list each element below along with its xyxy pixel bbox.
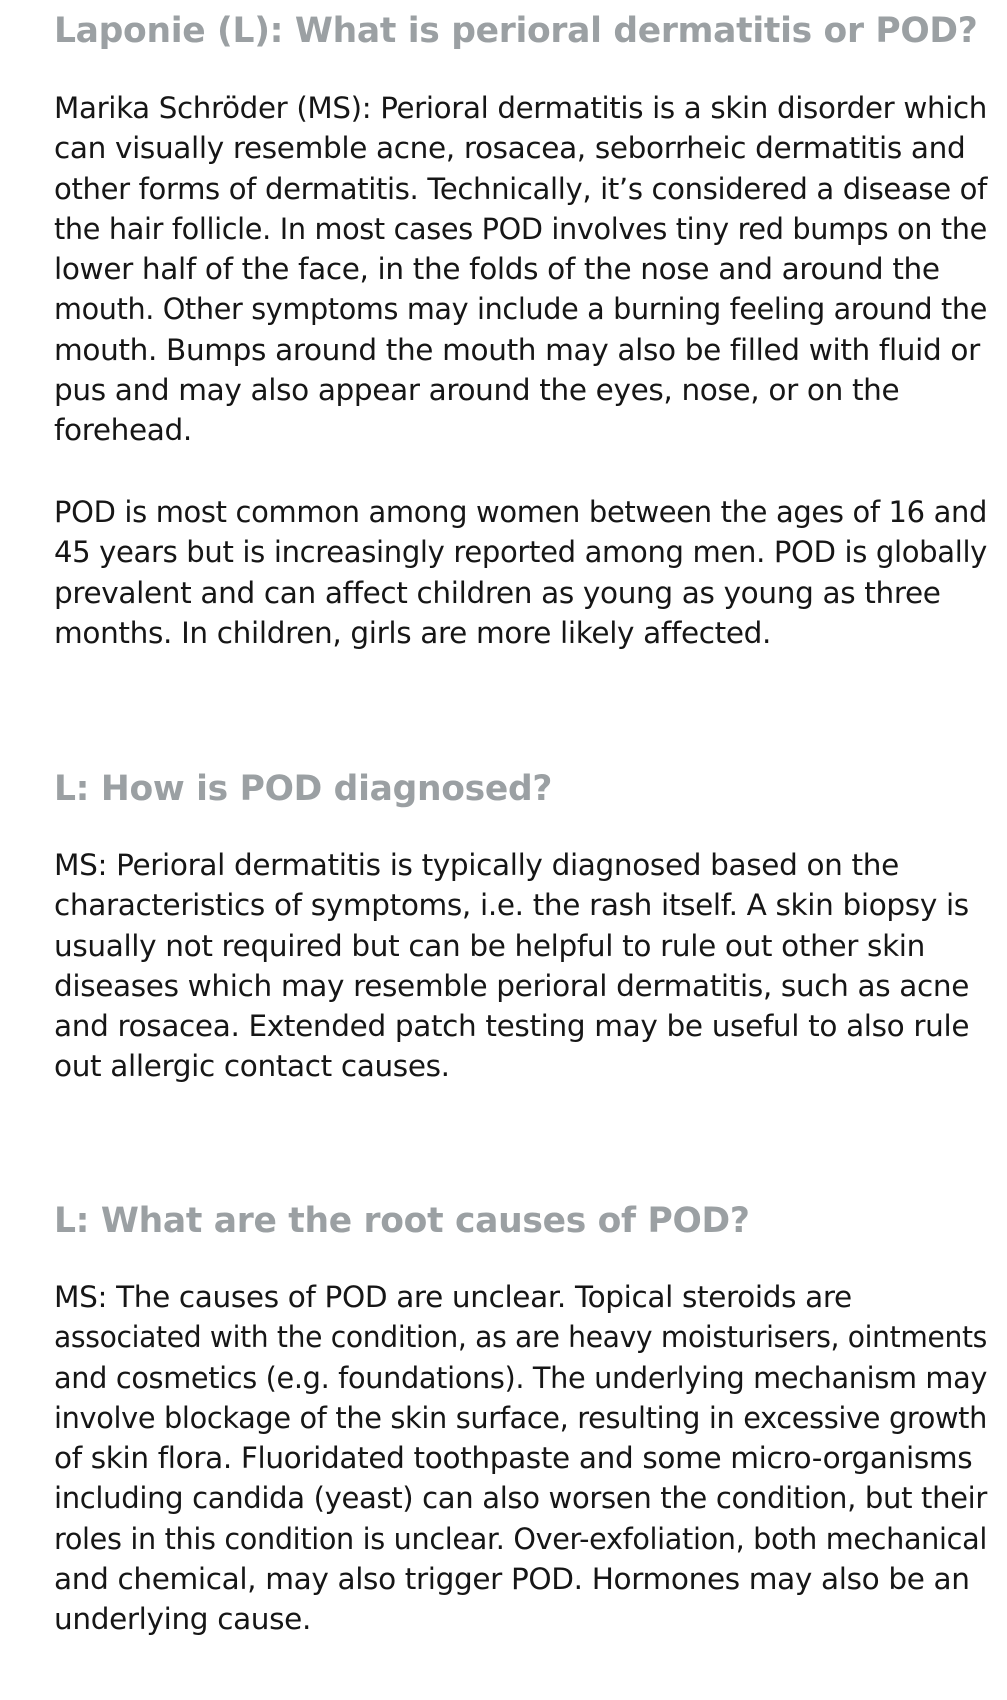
text-line: of skin flora. Fluoridated toothpaste and some micro-organisms bbox=[54, 1441, 973, 1476]
text-line: MS: The causes of POD are unclear. Topical steroids are bbox=[54, 1280, 852, 1314]
text-line: pus and may also appear around the eyes, nose, or on the bbox=[54, 373, 900, 408]
text-line: associated with the condition, as are heavy moisturisers, ointments bbox=[54, 1320, 988, 1355]
text-line: forehead. bbox=[54, 413, 192, 448]
text-line: 45 years but is increasingly reported among men. POD is globally bbox=[54, 535, 988, 570]
answer-paragraph-diagnosis bbox=[54, 845, 969, 1087]
text-line: and rosacea. Extended patch testing may be useful to also rule bbox=[54, 1009, 970, 1044]
text-line: characteristics of symptoms, i.e. the rash itself. A skin biopsy is bbox=[54, 888, 969, 923]
question-heading-root-causes: L: What are the root causes of POD? bbox=[54, 1201, 750, 1241]
text-line: and chemical, may also trigger POD. Hormones may also be an bbox=[54, 1562, 970, 1597]
text-line: mouth. Bumps around the mouth may also be filled with fluid or bbox=[54, 332, 980, 367]
question-heading-what-is-pod: Laponie (L): What is perioral dermatitis or POD? bbox=[54, 11, 978, 51]
text-line: other forms of dermatitis. Technically, it’s considered a disease of bbox=[54, 171, 988, 206]
text-line: including candida (yeast) can also worsen the condition, but their bbox=[54, 1481, 988, 1516]
text-line: involve blockage of the skin surface, resulting in excessive growth bbox=[54, 1400, 988, 1435]
text-line: and cosmetics (e.g. foundations). The underlying mechanism may bbox=[54, 1360, 988, 1395]
text-line: POD is most common among women between the ages of 16 and bbox=[54, 495, 988, 529]
question-heading-diagnosis: L: How is POD diagnosed? bbox=[54, 769, 553, 809]
text-line: Marika Schröder (MS): Perioral dermatitis is a skin disorder which bbox=[54, 91, 988, 125]
text-line: months. In children, girls are more likely affected. bbox=[54, 615, 772, 650]
text-line: mouth. Other symptoms may include a burning feeling around the bbox=[54, 292, 988, 327]
text-line: can visually resemble acne, rosacea, seborrheic dermatitis and bbox=[54, 131, 966, 166]
text-line: roles in this condition is unclear. Over-exfoliation, both mechanical bbox=[54, 1521, 987, 1556]
text-line: usually not required but can be helpful to rule out other skin bbox=[54, 928, 925, 963]
text-line: out allergic contact causes. bbox=[54, 1049, 450, 1084]
text-line: prevalent and can affect children as young as young as three bbox=[54, 575, 941, 610]
answer-paragraph-pod-definition bbox=[54, 88, 1007, 451]
text-line: underlying cause. bbox=[54, 1602, 311, 1637]
text-line: lower half of the face, in the folds of the nose and around the bbox=[54, 252, 940, 287]
text-line: diseases which may resemble perioral dermatitis, such as acne bbox=[54, 968, 970, 1003]
text-line: MS: Perioral dermatitis is typically diagnosed based on the bbox=[54, 848, 899, 882]
answer-paragraph-root-causes bbox=[54, 1277, 1007, 1640]
answer-paragraph-pod-prevalence bbox=[54, 492, 1005, 653]
text-line: the hair follicle. In most cases POD involves tiny red bumps on the bbox=[54, 211, 987, 246]
